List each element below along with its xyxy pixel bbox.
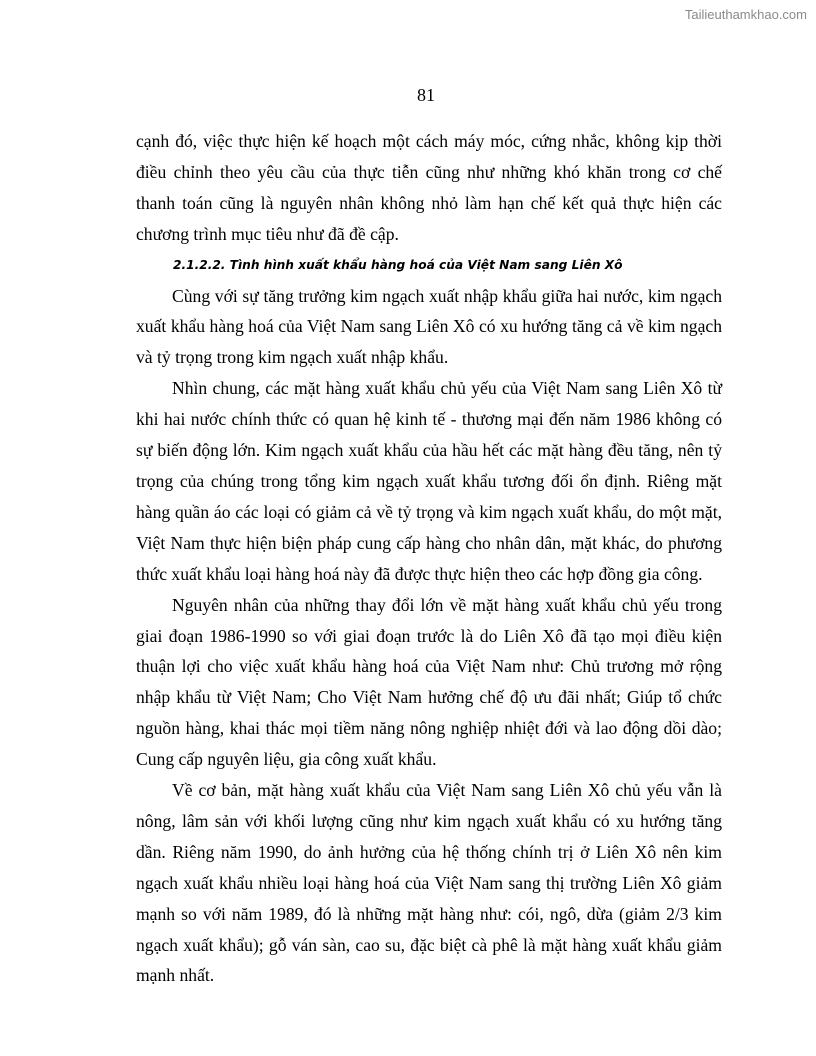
paragraph: Nguyên nhân của những thay đổi lớn về mặt hàng xuất khẩu chủ yếu trong giai đoạn 1986-1990 so với giai đoạn trước là do Liên Xô đã tạo mọi điều kiện thuận lợi cho việc xuất khẩu hàng hoá của Việt Nam như: Chủ trương mở rộng nhập khẩu từ Việt Nam; Cho Việt Nam hưởng chế độ ưu đãi nhất; Giúp tổ chức nguồn hàng, khai thác mọi tiềm năng nông nghiệp nhiệt đới và lao động dồi dào; Cung cấp nguyên liệu, gia công xuất khẩu. [136,594,722,770]
paragraph-continuation: cạnh đó, việc thực hiện kế hoạch một cách máy móc, cứng nhắc, không kịp thời điều chỉnh theo yêu cầu của thực tiễn cũng như những khó khăn trong cơ chế thanh toán cũng là nguyên nhân không nhỏ làm hạn chế kết quả thực hiện các chương trình mục tiêu như đã đề cập. [136,131,722,244]
page-number: 81 [417,85,435,105]
document-body [136,126,722,991]
paragraph: Cùng với sự tăng trưởng kim ngạch xuất nhập khẩu giữa hai nước, kim ngạch xuất khẩu hàng hoá của Việt Nam sang Liên Xô có xu hướng tăng cả về kim ngạch và tỷ trọng trong kim ngạch xuất nhập khẩu. [136,285,722,368]
watermark: Tailieuthamkhao.com [684,7,807,22]
section-heading: 2.1.2.2. Tình hình xuất khẩu hàng hoá của Việt Nam sang Liên Xô [173,257,623,272]
paragraph: Nhìn chung, các mặt hàng xuất khẩu chủ yếu của Việt Nam sang Liên Xô từ khi hai nước chính thức có quan hệ kinh tế - thương mại đến năm 1986 không có sự biến động lớn. Kim ngạch xuất khẩu của hầu hết các mặt hàng đều tăng, nên tỷ trọng của chúng trong tổng kim ngạch xuất khẩu tương đối ổn định. Riêng mặt hàng quần áo các loại có giảm cả về tỷ trọng và kim ngạch xuất khẩu, do một mặt, Việt Nam thực hiện biện pháp cung cấp hàng cho nhân dân, mặt khác, do phương thức xuất khẩu loại hàng hoá này đã được thực hiện theo các hợp đồng gia công. [136,378,722,584]
paragraph: Về cơ bản, mặt hàng xuất khẩu của Việt Nam sang Liên Xô chủ yếu vẫn là nông, lâm sản với khối lượng cũng như kim ngạch xuất khẩu có xu hướng tăng dần. Riêng năm 1990, do ảnh hưởng của hệ thống chính trị ở Liên Xô nên kim ngạch xuất khẩu nhiều loại hàng hoá của Việt Nam sang thị trường Liên Xô giảm mạnh so với năm 1989, đó là những mặt hàng như: cói, ngô, dừa (giảm 2/3 kim ngạch xuất khẩu); gỗ ván sàn, cao su, đặc biệt cà phê là mặt hàng xuất khẩu giảm mạnh nhất. [136,780,722,986]
